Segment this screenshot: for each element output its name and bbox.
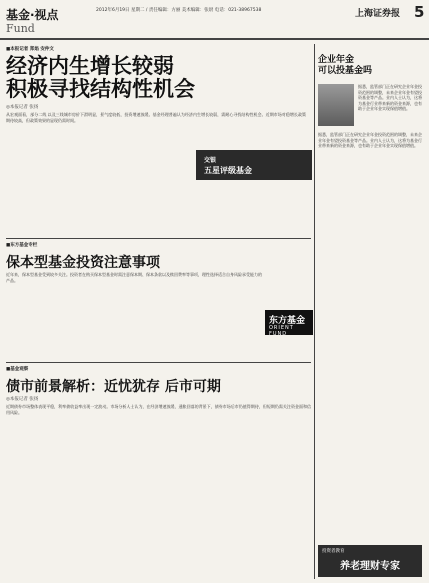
ad-line1: 交银 — [204, 157, 217, 164]
page-number: 5 — [414, 3, 425, 21]
article3-kicker: ■基金观察 — [6, 367, 29, 372]
bottom-ad-line1: 投资者教育 — [322, 549, 345, 554]
article1-byline: ◎本报记者 张扬 — [6, 105, 39, 110]
bottom-ad[interactable] — [318, 545, 422, 577]
sidebar-title — [318, 55, 418, 77]
article2-body: 近年来，保本型基金受到较多关注。投资者在购买保本型基金时需注意保本期、保本条款以及赎回费率等事项，理性选择适合自身风险承受能力的产品。 — [6, 272, 262, 283]
article3-byline: ◎本报记者 张扬 — [6, 397, 39, 402]
logo-en: ORIENT FUND — [269, 325, 294, 337]
article3-headline: 债市前景解析：近忧犹存 后市可期 — [6, 379, 221, 395]
issue-info: 2012年6月19日 星期二 / 责任编辑：方丽 美术编辑：张尉 电话：021-38967538 — [96, 8, 262, 13]
section-en: Fund — [6, 22, 35, 35]
divider — [6, 362, 311, 363]
article3-body: 近期债券市场整体表现平稳，利率债收益率出现一定波动。市场分析人士认为，在经济增速放缓、通胀回落的背景下，债券市场后市仍值得期待，但短期仍需关注资金面和信用风险。 — [6, 404, 311, 415]
logo-text: 东方基金 — [269, 316, 306, 326]
sidebar-intro: 据悉，监管部门正在研究企业年金投资范围的调整，未来企业年金有望投资基金等产品。业内人士认为，这将为基金行业带来新的资金来源，也有助于企业年金实现保值增值。 — [358, 84, 422, 112]
article1-kicker: ■本报记者 郑焰 安仲文 — [6, 47, 54, 52]
article2-headline: 保本型基金投资注意事项 — [6, 255, 160, 271]
section-name: 基金·视点 — [6, 8, 59, 22]
bottom-ad-line2: 养老理财专家 — [340, 561, 400, 572]
article1-body: 从宏观面看，部分二线 以及三线城市房价下滑明显，景气度较低，投资增速放缓。基金经理普遍认为经济内生增长较弱，需耐心寻找结构性机会。近期市场对稳增长政策期待较高，但政策效果的显现仍需时间。 — [6, 112, 306, 123]
article1-headline-line2: 积极寻找结构性机会 — [6, 77, 195, 101]
article1-headline-line1: 经济内生增长较弱 — [6, 54, 174, 78]
ad-line2: 五星评级基金 — [204, 166, 252, 175]
paper-logo: 上海证券报 — [355, 9, 401, 19]
ad-banner[interactable] — [196, 150, 312, 180]
divider — [6, 238, 311, 239]
orient-fund-logo — [265, 310, 313, 335]
column-rule — [314, 44, 315, 579]
sidebar-title-line2: 可以投基金吗 — [318, 66, 373, 76]
page-header — [0, 0, 429, 40]
header-rule — [0, 38, 429, 40]
article2-kicker: ■东方基金专栏 — [6, 243, 38, 248]
author-photo — [318, 84, 354, 126]
sidebar-title-line1: 企业年金 — [318, 55, 355, 65]
sidebar-body: 据悉，监管部门正在研究企业年金投资范围的调整，未来企业年金有望投资基金等产品。业内人士认为，这将为基金行业带来新的资金来源，也有助于企业年金实现保值增值。 — [318, 132, 422, 149]
